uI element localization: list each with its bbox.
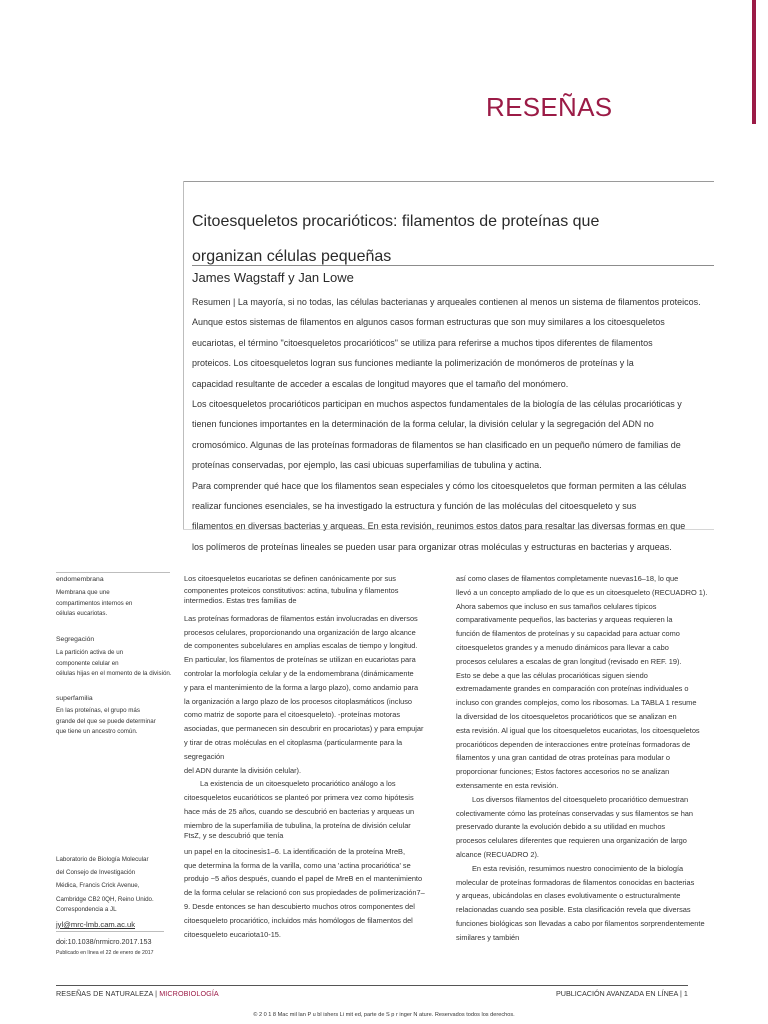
glossary-term: endomembrana — [56, 576, 104, 583]
email-link[interactable]: jyl@mrc-lmb.cam.ac.uk — [56, 920, 136, 929]
abstract-line: tienen funciones importantes en la determinación de la forma celular, la división celular y la segregación del ADN no — [192, 419, 654, 430]
affiliation — [56, 853, 154, 906]
body-line: Ahora sabemos que incluso en sus tamaños celulares típicos — [456, 601, 657, 611]
body-line: incluso con grandes complejos, como los ribosomas. La TABLA 1 resume — [456, 698, 697, 708]
body-column-1 — [184, 572, 444, 941]
body-line: similares y también — [456, 932, 520, 942]
glossary-definition-line: grande del que se puede determinar — [56, 717, 156, 725]
email-rule — [56, 931, 164, 932]
body-line: miembro de la superfamilia de tubulina, la proteína de división celular — [184, 820, 411, 830]
body-line: la organización a largo plazo de los procesos citoplasmáticos (incluso — [184, 696, 412, 706]
body-line: funciones biológicas son llevadas a cabo por filamentos sorprendentemente — [456, 918, 705, 928]
body-line: Esto se debe a que las células procarióticas siguen siendo — [456, 670, 648, 680]
body-line: así como clases de filamentos completamente nuevas16–18, lo que — [456, 574, 679, 583]
glossary-definition-line: En las proteínas, el grupo más — [56, 707, 140, 714]
body-line: del ADN durante la división celular). — [184, 765, 302, 775]
abstract-line: cromosómico. Algunas de las proteínas formadoras de filamentos se han clasificado en un pequeño número de familias de — [192, 439, 681, 450]
body-line: Los citoesqueletos eucariotas se definen canónicamente por sus — [184, 574, 396, 583]
glossary-definition-line: Membrana que une — [56, 589, 110, 596]
body-line: asociadas, que permanecen sin descubrir en procariotas) y para empujar — [184, 724, 424, 734]
abstract-line: Para comprender qué hace que los filamentos sean especiales y cómo los citoesqueletos que forman permiten a las células — [192, 480, 687, 491]
body-line: colectivamente cómo las proteínas conservadas y sus filamentos se han — [456, 808, 694, 818]
abstract-line: Los citoesqueletos procarióticos participan en muchos aspectos fundamentales de la biología de las células procarióticas y — [192, 399, 682, 410]
body-line: comparativamente pequeños, las bacterias y arqueas requieren la — [456, 615, 673, 625]
abstract-line: los polímeros de proteínas lineales se pueden usar para organizar otras moléculas y estructuras en bacterias y arqueas. — [192, 541, 672, 552]
affiliation-line: Laboratorio de Biología Molecular — [56, 856, 149, 863]
body-line: relacionadas cuando sea posible. Esta clasificación revela que diversas — [456, 905, 691, 915]
body-line: En particular, los filamentos de proteínas se utilizan en eucariotas para — [184, 655, 416, 665]
article-title — [192, 204, 712, 274]
correspondence: Correspondencia a JL — [56, 906, 117, 913]
abstract-line: proteicos. Los citoesqueletos logran sus funciones mediante la polimerización de monómeros de proteínas y la — [192, 358, 634, 369]
body-line: llevó a un concepto ampliado de lo que es un citoesqueleto (RECUADRO 1). — [456, 587, 708, 597]
body-line: y para el mantenimiento de la forma a largo plazo), como andamio para — [184, 682, 419, 692]
sidebar-rule — [56, 572, 170, 573]
body-line: citoesqueleto eucariota10-15. — [184, 929, 281, 939]
glossary-definition-line: que tiene un ancestro común. — [56, 728, 138, 736]
body-line: extensamente en esta revisión. — [456, 780, 559, 790]
body-line: 9. Desde entonces se han descubierto muchos otros componentes del — [184, 901, 415, 911]
copyright: © 2 0 1 8 Mac mil lan P u bl ishers Li mit ed, parte de S p r inger N ature. Reservados todos los derechos. — [253, 1012, 515, 1018]
body-line: y arqueas, ubicándolas en clases evolutivamente o estructuralmente — [456, 891, 681, 901]
body-line: esta revisión. Al igual que los citoesqueletos eucariotas, los citoesqueletos — [456, 725, 700, 735]
body-line: y tirar de otras moléculas en el citoplasma (particularmente para la — [184, 737, 403, 747]
body-line: la diversidad de los citoesqueletos procarióticos que se analizan en — [456, 711, 677, 721]
author-rule — [192, 265, 714, 266]
glossary-definition — [56, 648, 174, 680]
body-line: controlar la morfología celular y de la endomembrana (dinámicamente — [184, 668, 414, 678]
body-line: filamentos y una gran cantidad de otras proteínas para modular o — [456, 753, 671, 763]
abstract-line: filamentos en diversas bacterias y arqueas. En esta revisión, reunimos estos datos para resaltar las diversas formas en que — [192, 521, 686, 532]
body-line: produjo ~5 años después, cuando el papel de MreB en el mantenimiento — [184, 874, 423, 884]
abstract-line: Aunque estos sistemas de filamentos en algunos casos forman estructuras que son muy similares a los citoesqueletos — [192, 317, 665, 328]
body-line: componentes proteicos constitutivos: actina, tubulina y filamentos — [184, 585, 399, 595]
footer-journal-name: RESEÑAS DE NATURALEZA — [56, 989, 154, 998]
body-line: citoesqueletos grandes y a menudo dinámicos para llevar a cabo — [456, 642, 669, 652]
body-line: extremadamente grandes en comparación con proteínas individuales o — [456, 684, 689, 694]
header-rule — [183, 181, 714, 182]
body-line: un papel en la citocinesis1–6. La identificación de la proteína MreB, — [184, 846, 406, 856]
section-title: RESEÑAS — [486, 92, 613, 122]
body-line: citoesqueleto procariótico, incluidos más homólogos de filamentos del — [184, 915, 413, 925]
abstract-line: realizar funciones esenciales, se ha investigado la estructura y función de las moléculas del citoesqueleto y sus — [192, 501, 637, 512]
body-line: intermedios. Estas tres familias de — [184, 595, 297, 605]
glossary-definition-line: células eucariotas. — [56, 610, 108, 618]
affiliation-line: del Consejo de Investigación — [56, 869, 136, 877]
body-line: procesos celulares diferentes que requieren una organización de largo — [456, 836, 687, 846]
glossary-definition — [56, 706, 174, 738]
abstract-line: capacidad resultante de acceder a escalas de longitud mayores que el tamaño del monómero. — [192, 378, 569, 389]
footer-section: MICROBIOLOGÍA — [159, 989, 219, 998]
glossary-term: Segregación — [56, 636, 95, 643]
glossary-definition — [56, 588, 174, 620]
abstract-line: proteínas conservadas, por ejemplo, las casi ubicuas superfamilias de tubulina y actina. — [192, 460, 542, 471]
body-line: función de filamentos de proteínas y su capacidad para actuar como — [456, 629, 680, 639]
body-line: como matriz de soporte para el citoesqueleto). -proteínas motoras — [184, 710, 401, 720]
doi: doi:10.1038/nrmicro.2017.153 — [56, 937, 152, 946]
article-title-line: Citoesqueletos procarióticos: filamentos de proteínas que — [192, 213, 600, 230]
body-line: procesos celulares, proporcionando una organización de largo alcance — [184, 627, 416, 637]
published-date: Publicado en línea el 22 de enero de 2017 — [56, 950, 154, 956]
body-line: procesos celulares a escalas de gran longitud (revisado en REF. 19). — [456, 656, 682, 666]
body-line: de la forma celular se relacionó con sus propiedades de polimerización7– — [184, 888, 425, 898]
body-line: Los diversos filamentos del citoesqueleto procariótico demuestran — [472, 794, 689, 804]
body-column-2 — [456, 572, 730, 945]
body-line: citoesqueletos eucarióticos se planteó por primera vez como hipótesis — [184, 793, 414, 803]
body-line: procarióticos dependen de interacciones entre proteínas formadoras de — [456, 739, 691, 749]
body-line: La existencia de un citoesqueleto procariótico análogo a los — [200, 779, 396, 789]
body-line: que determina la forma de la varilla, como una 'actina procariótica' se — [184, 860, 411, 870]
abstract-side-rule — [183, 181, 184, 530]
body-line: alcance (RECUADRO 2). — [456, 849, 539, 859]
glossary-term: superfamilia — [56, 695, 93, 702]
glossary-definition-line: La partición activa de un — [56, 649, 124, 656]
body-line: preservado durante la evolución debido a su utilidad en muchos — [456, 822, 666, 832]
glossary-definition-line: componente celular en — [56, 659, 119, 667]
body-line: de componentes subcelulares en amplias escalas de tiempo y longitud. — [184, 641, 418, 651]
affiliation-line: Médica, Francis Crick Avenue, — [56, 882, 140, 890]
article-title-line: organizan células pequeñas — [192, 248, 392, 265]
abstract-line: Resumen | La mayoría, si no todas, las células bacterianas y arqueales contienen al menos un sistema de filamentos proteicos. — [192, 297, 701, 307]
body-line: proporcionar funciones; Estos factores accesorios no se analizan — [456, 767, 670, 777]
footer-journal — [56, 989, 219, 998]
body-line: Las proteínas formadoras de filamentos están involucradas en diversos — [184, 613, 418, 623]
body-line: segregación — [184, 751, 225, 761]
abstract-line: eucariotas, el término "citoesqueletos procarióticos" se utiliza para referirse a muchos tipos diferentes de filamentos — [192, 337, 653, 348]
authors: James Wagstaff y Jan Lowe — [192, 270, 354, 285]
abstract — [192, 292, 714, 557]
footer-rule — [56, 985, 688, 986]
body-line: En esta revisión, resumimos nuestro conocimiento de la biología — [472, 863, 684, 873]
body-line: molecular de proteínas formadoras de filamentos conocidas en bacterias — [456, 877, 695, 887]
body-line: hace más de 25 años, cuando se descubrió en bacterias y arqueas un — [184, 806, 415, 816]
affiliation-line: Cambridge CB2 0QH, Reino Unido. — [56, 895, 154, 903]
glossary-definition-line: células hijas en el momento de la división. — [56, 670, 172, 678]
footer-separator: | — [153, 989, 160, 998]
body-line: FtsZ, y se descubrió que tenía — [184, 830, 284, 840]
accent-bar — [752, 0, 756, 124]
glossary-definition-line: compartimentos internos en — [56, 599, 133, 607]
footer-page-info: PUBLICACIÓN AVANZADA EN LÍNEA | 1 — [556, 989, 688, 998]
